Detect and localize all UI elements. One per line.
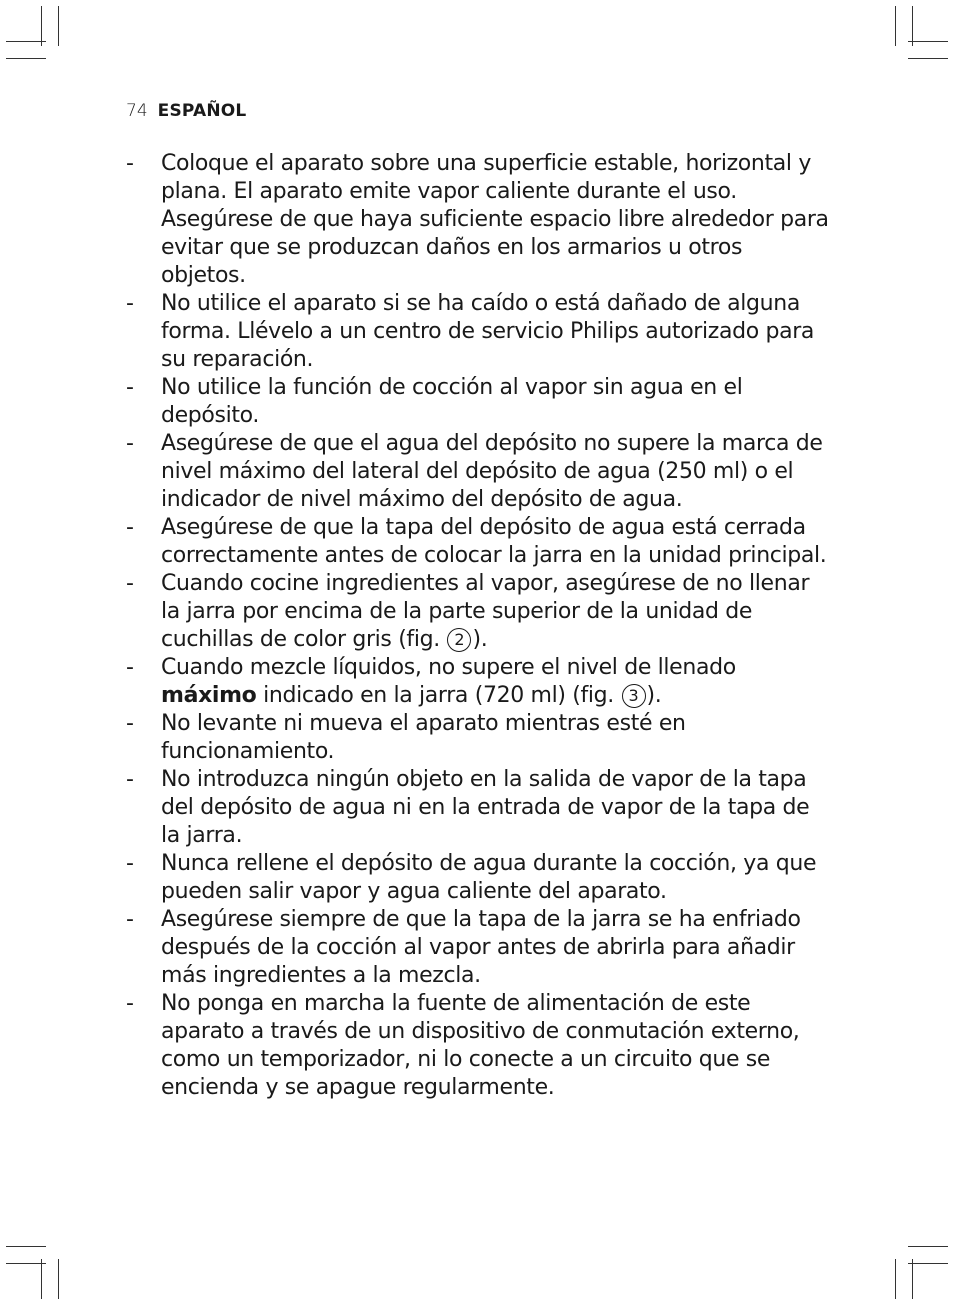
list-item-text: Asegúrese de que el agua del depósito no supere la marca de nivel máximo del lateral del depósito de agua (250 ml) o el indicador de nivel máximo del depósito de agua. (161, 431, 823, 512)
list-item-text: Asegúrese de que la tapa del depósito de agua está cerrada correctamente antes de colocar la jarra en la unidad principal. (161, 515, 827, 568)
list-item (126, 906, 831, 990)
bullet-dash: - (126, 151, 134, 176)
crop-mark (41, 1259, 42, 1299)
crop-mark (895, 1259, 896, 1299)
list-item-text (161, 570, 831, 654)
bullet-dash: - (126, 907, 134, 932)
crop-mark (908, 41, 948, 42)
list-item (126, 766, 831, 850)
text-fragment: indicado en la jarra (720 ml) (fig. (256, 683, 621, 708)
page-header (126, 100, 246, 122)
list-item-text: Coloque el aparato sobre una superficie estable, horizontal y plana. El aparato emite vapor caliente durante el uso. Asegúrese de que haya suficiente espacio libre alrededor para evitar que se produzcan daños en los armarios u otros objetos. (161, 151, 829, 288)
safety-instructions-list (126, 150, 831, 1102)
figure-number-badge: 3 (622, 684, 646, 708)
bullet-dash: - (126, 375, 134, 400)
bullet-dash: - (126, 991, 134, 1016)
bullet-dash: - (126, 291, 134, 316)
crop-mark (895, 6, 896, 46)
list-item (126, 430, 831, 514)
list-item (126, 150, 831, 290)
bullet-dash: - (126, 431, 134, 456)
crop-mark (58, 6, 59, 46)
figure-number-badge: 2 (447, 628, 471, 652)
bullet-dash: - (126, 571, 134, 596)
crop-mark (41, 6, 42, 46)
crop-mark (58, 1259, 59, 1299)
list-item-text: Nunca rellene el depósito de agua durante la cocción, ya que pueden salir vapor y agua caliente del aparato. (161, 851, 817, 904)
bullet-dash: - (126, 515, 134, 540)
list-item-text: No ponga en marcha la fuente de alimentación de este aparato a través de un dispositivo de conmutación externo, como un temporizador, ni lo conecte a un circuito que se encienda y se apague regularmente. (161, 991, 800, 1100)
crop-mark (912, 1259, 913, 1299)
crop-mark (6, 1246, 46, 1247)
bullet-dash: - (126, 655, 134, 680)
crop-mark (6, 41, 46, 42)
list-item (126, 710, 831, 766)
bullet-dash: - (126, 711, 134, 736)
bullet-dash: - (126, 767, 134, 792)
crop-mark (6, 1263, 46, 1264)
section-title: ESPAÑOL (157, 101, 247, 121)
page-number: 74 (126, 101, 148, 121)
crop-mark (908, 58, 948, 59)
text-fragment: ). (646, 683, 662, 708)
list-item (126, 514, 831, 570)
list-item-text: No introduzca ningún objeto en la salida de vapor de la tapa del depósito de agua ni en la entrada de vapor de la tapa de la jarra. (161, 767, 810, 848)
list-item-text: Asegúrese siempre de que la tapa de la jarra se ha enfriado después de la cocción al vapor antes de abrirla para añadir más ingredientes a la mezcla. (161, 907, 801, 988)
crop-mark (6, 58, 46, 59)
list-item (126, 654, 831, 710)
text-fragment: Cuando mezcle líquidos, no supere el nivel de llenado (161, 655, 736, 680)
list-item (126, 990, 831, 1102)
list-item (126, 374, 831, 430)
crop-mark (908, 1246, 948, 1247)
list-item-text: No utilice la función de cocción al vapor sin agua en el depósito. (161, 375, 743, 428)
bullet-dash: - (126, 851, 134, 876)
emphasis-text: máximo (161, 683, 257, 708)
text-fragment: ). (472, 627, 488, 652)
list-item (126, 850, 831, 906)
list-item-text: No utilice el aparato si se ha caído o está dañado de alguna forma. Llévelo a un centro de servicio Philips autorizado para su reparación. (161, 291, 815, 372)
text-fragment: Cuando cocine ingredientes al vapor, asegúrese de no llenar la jarra por encima de la parte superior de la unidad de cuchillas de color gris (fig. (161, 571, 810, 652)
list-item-text (161, 654, 831, 710)
crop-mark (912, 6, 913, 46)
list-item (126, 290, 831, 374)
crop-mark (908, 1263, 948, 1264)
list-item-text: No levante ni mueva el aparato mientras esté en funcionamiento. (161, 711, 686, 764)
list-item (126, 570, 831, 654)
